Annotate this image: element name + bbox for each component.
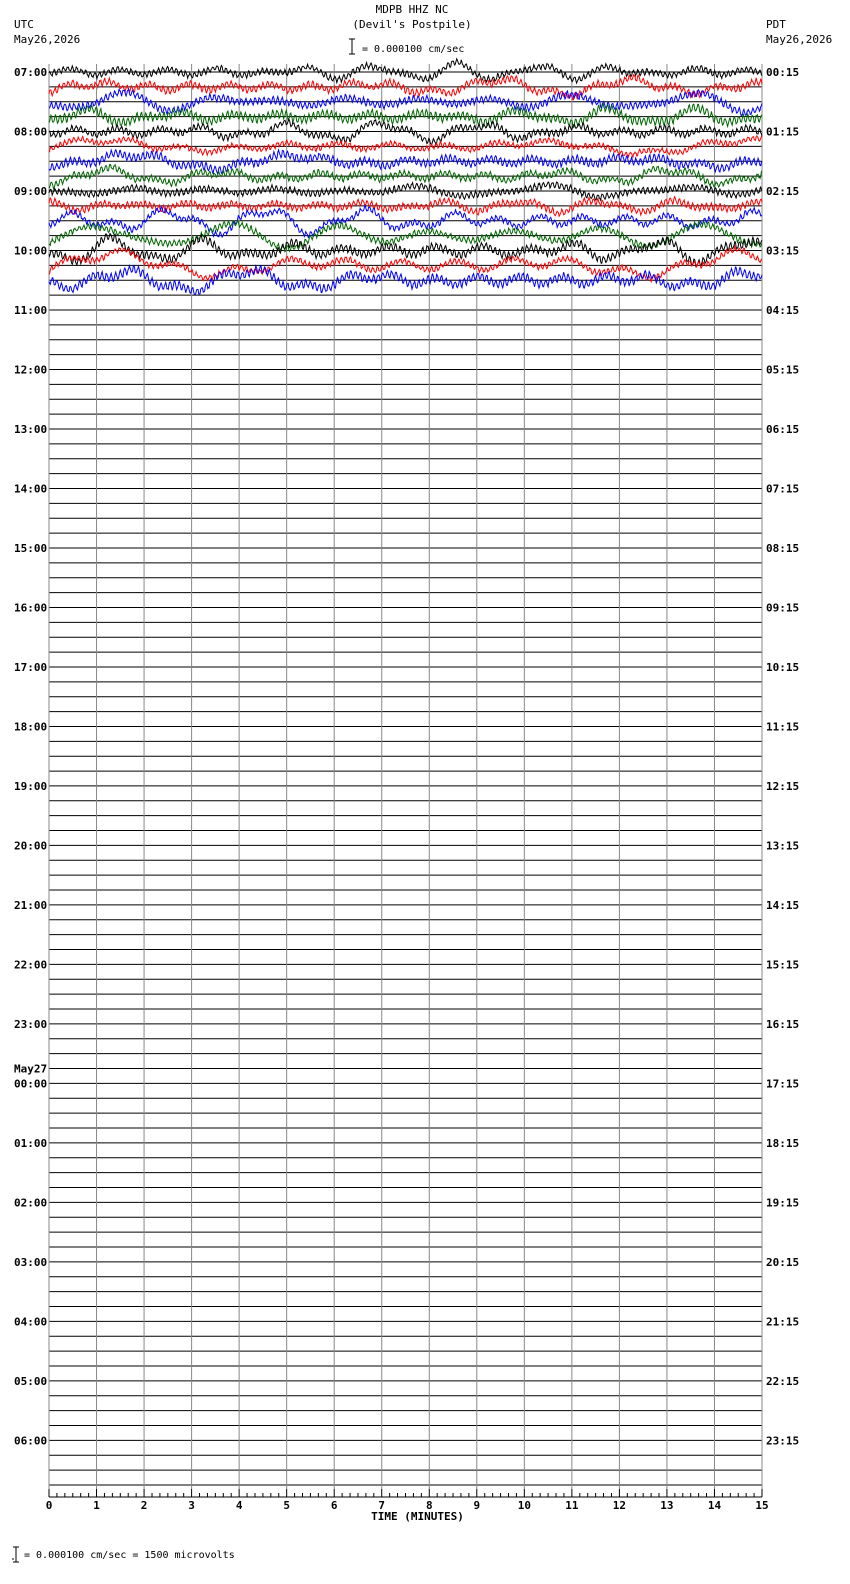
seismic-trace (49, 221, 762, 252)
x-tick-label: 1 (93, 1499, 100, 1512)
x-tick-label: 8 (425, 1499, 433, 1512)
pdt-hour-label: 06:15 (766, 422, 800, 436)
utc-hour-label: 02:00 (14, 1196, 48, 1210)
station-title: MDPB HHZ NC (375, 3, 449, 16)
utc-hour-label: 00:00 (14, 1077, 48, 1091)
x-axis-title: TIME (MINUTES) (371, 1510, 464, 1523)
x-tick-label: 11 (565, 1499, 579, 1512)
x-tick-label: 6 (330, 1499, 338, 1512)
utc-hour-label: 17:00 (14, 660, 48, 674)
footer-scale-bar-icon (10, 1546, 22, 1564)
utc-hour-label: 21:00 (14, 898, 48, 912)
x-tick-label: 4 (235, 1499, 243, 1512)
station-subtitle: (Devil's Postpile) (352, 18, 472, 31)
seismic-trace (49, 164, 762, 189)
pdt-hour-label: 18:15 (766, 1136, 800, 1150)
utc-hour-label: 20:00 (14, 839, 48, 853)
utc-hour-label: 14:00 (14, 482, 48, 496)
pdt-hour-label: 13:15 (766, 839, 800, 853)
utc-hour-label: 01:00 (14, 1136, 48, 1150)
utc-hour-label: 05:00 (14, 1374, 48, 1388)
pdt-hour-label: 20:15 (766, 1255, 800, 1269)
pdt-hour-label: 01:15 (766, 125, 800, 139)
utc-hour-label: 08:00 (14, 125, 48, 139)
pdt-hour-label: 02:15 (766, 184, 800, 198)
utc-hour-label: 15:00 (14, 541, 48, 555)
right-date: May26,2026 (766, 33, 833, 46)
pdt-hour-label: 08:15 (766, 541, 800, 555)
utc-hour-label: 03:00 (14, 1255, 48, 1269)
x-tick-label: 3 (188, 1499, 195, 1512)
utc-hour-label: 06:00 (14, 1434, 48, 1448)
right-timezone: PDT (766, 18, 786, 31)
pdt-hour-label: 15:15 (766, 958, 800, 972)
pdt-hour-label: 19:15 (766, 1196, 800, 1210)
pdt-hour-label: 12:15 (766, 779, 800, 793)
seismic-trace (49, 59, 762, 83)
utc-hour-label: 19:00 (14, 779, 48, 793)
utc-hour-label: 23:00 (14, 1017, 48, 1031)
x-tick-label: 14 (707, 1499, 722, 1512)
pdt-hour-label: 17:15 (766, 1077, 800, 1091)
left-timezone: UTC (14, 18, 34, 31)
pdt-hour-label: 21:15 (766, 1315, 800, 1329)
footer-scale-legend: = 0.000100 cm/sec = 1500 microvolts (24, 1550, 235, 1561)
x-tick-label: 13 (660, 1499, 674, 1512)
utc-hour-label: 10:00 (14, 244, 48, 258)
utc-hour-label: 13:00 (14, 422, 48, 436)
pdt-hour-label: 04:15 (766, 303, 800, 317)
x-tick-label: 10 (517, 1499, 531, 1512)
pdt-hour-label: 11:15 (766, 720, 800, 734)
pdt-hour-label: 07:15 (766, 482, 800, 496)
utc-hour-label: 22:00 (14, 958, 48, 972)
seismic-trace (49, 197, 762, 217)
utc-hour-label: 12:00 (14, 363, 48, 377)
x-tick-label: 5 (283, 1499, 290, 1512)
x-tick-label: 0 (45, 1499, 53, 1512)
utc-hour-label: 07:00 (14, 66, 48, 79)
date-change-label: May27 (14, 1062, 48, 1076)
scale-legend: = 0.000100 cm/sec (362, 44, 465, 55)
x-tick-label: 9 (473, 1499, 481, 1512)
pdt-hour-label: 05:15 (766, 363, 800, 377)
pdt-hour-label: 22:15 (766, 1374, 800, 1388)
pdt-hour-label: 10:15 (766, 660, 800, 674)
pdt-hour-label: 03:15 (766, 244, 800, 258)
utc-hour-label: 11:00 (14, 303, 48, 317)
left-date: May26,2026 (14, 33, 81, 46)
utc-hour-label: 16:00 (14, 601, 48, 615)
pdt-hour-label: 00:15 (766, 66, 800, 79)
utc-hour-label: 09:00 (14, 184, 48, 198)
pdt-hour-label: 14:15 (766, 898, 800, 912)
x-tick-label: 7 (378, 1499, 386, 1512)
pdt-hour-label: 09:15 (766, 601, 800, 615)
utc-hour-label: 04:00 (14, 1315, 48, 1329)
pdt-hour-label: 23:15 (766, 1434, 800, 1448)
x-tick-label: 2 (140, 1499, 148, 1512)
pdt-hour-label: 16:15 (766, 1017, 800, 1031)
x-tick-label: 15 (755, 1499, 769, 1512)
utc-hour-label: 18:00 (14, 720, 48, 734)
x-tick-label: 12 (612, 1499, 627, 1512)
